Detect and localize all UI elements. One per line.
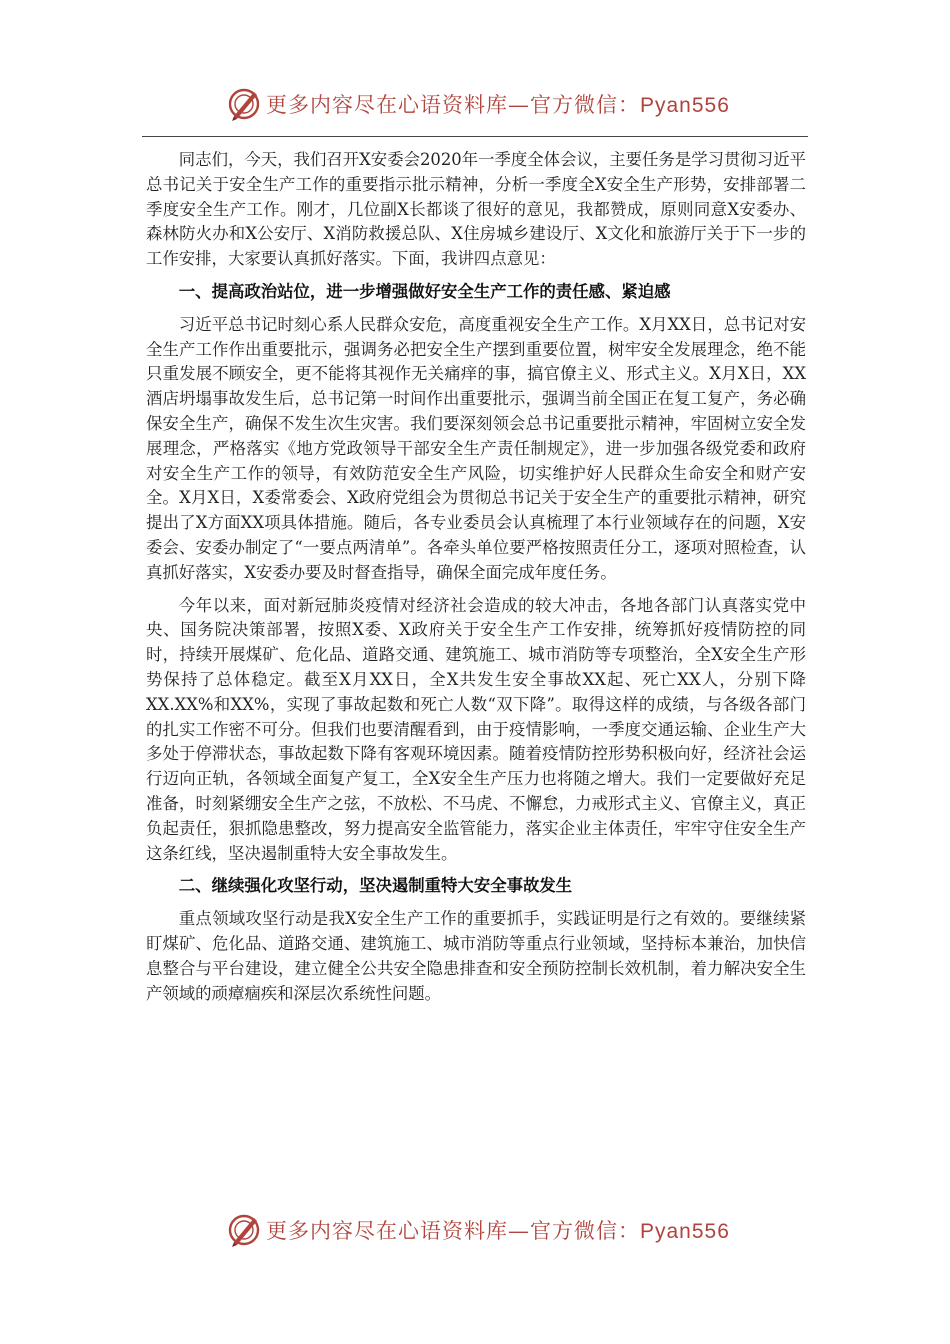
watermark-header [226, 84, 730, 124]
watermark-wechat-id: Pyan556 [640, 94, 730, 117]
header-rule [142, 136, 808, 137]
watermark-wechat-id: Pyan556 [640, 1220, 730, 1243]
section-heading-1: 一、提高政治站位，进一步增强做好安全生产工作的责任感、紧迫感 [178, 281, 671, 301]
document-body [146, 148, 806, 1006]
paragraph-section1-b: 今年以来，面对新冠肺炎疫情对经济社会造成的较大冲击，各地各部门认真落实党中央、国务院决策部署，按照X委、X政府关于安全生产工作安排，统筹抓好疫情防控的同时，持续开展煤矿、危化品、道路交通、建筑施工、城市消防等专项整治，全X安全生产形势保持了总体稳定。截至X月XX日，全X共发生安全事故XX起、死亡XX人，分别下降XX.XX%和XX%，实现了事故起数和死亡人数“双下降”。取得这样的成绩，与各级各部门的扎实工作密不可分。但我们也要清醒看到，由于疫情影响，一季度交通运输、企业生产大多处于停滞状态，事故起数下降有客观环境因素。随着疫情防控形势积极向好，经济社会运行迈向正轨，各领域全面复产复工，全X安全生产压力也将随之增大。我们一定要做好充足准备，时刻紧绷安全生产之弦，不放松、不马虎、不懈怠，力戒形式主义、官僚主义，真正负起责任，狠抓隐患整改，努力提高安全监管能力，落实企业主体责任，牢牢守住安全生产这条红线，坚决遏制重特大安全事故发生。 [146, 595, 806, 863]
pen-seal-icon [226, 1212, 262, 1248]
watermark-footer [226, 1210, 730, 1250]
watermark-text: 更多内容尽在心语资料库—官方微信： [266, 93, 640, 117]
pen-seal-icon [226, 86, 262, 122]
watermark-text: 更多内容尽在心语资料库—官方微信： [266, 1219, 640, 1243]
paragraph-section2-a: 重点领域攻坚行动是我X安全生产工作的重要抓手，实践证明是行之有效的。要继续紧盯煤矿、危化品、道路交通、建筑施工、城市消防等重点行业领域，坚持标本兼治，加快信息整合与平台建设，建立健全公共安全隐患排查和安全预防控制长效机制，着力解决安全生产领域的顽瘴痼疾和深层次系统性问题。 [146, 909, 806, 1003]
paragraph-section1-a: 习近平总书记时刻心系人民群众安危，高度重视安全生产工作。X月XX日，总书记对安全生产工作作出重要批示，强调务必把安全生产摆到重要位置，树牢安全发展理念，绝不能只重发展不顾安全，更不能将其视作无关痛痒的事，搞官僚主义、形式主义。X月X日，XX酒店坍塌事故发生后，总书记第一时间作出重要批示，强调当前全国正在复工复产，务必确保安全生产，确保不发生次生灾害。我们要深刻领会总书记重要批示精神，牢固树立安全发展理念，严格落实《地方党政领导干部安全生产责任制规定》，进一步加强各级党委和政府对安全生产工作的领导，有效防范安全生产风险，切实维护好人民群众生命安全和财产安全。X月X日，X委常委会、X政府党组会为贯彻总书记关于安全生产的重要批示精神，研究提出了X方面XX项具体措施。随后，各专业委员会认真梳理了本行业领域存在的问题，X安委会、安委办制定了“一要点两清单”。各牵头单位要严格按照责任分工，逐项对照检查，认真抓好落实，X安委办要及时督查指导，确保全面完成年度任务。 [146, 314, 806, 582]
paragraph-intro: 同志们，今天，我们召开X安委会2020年一季度全体会议，主要任务是学习贯彻习近平总书记关于安全生产工作的重要指示批示精神，分析一季度全X安全生产形势，安排部署二季度安全生产工作。刚才，几位副X长都谈了很好的意见，我都赞成，原则同意X安委办、森林防火办和X公安厅、X消防救援总队、X住房城乡建设厅、X文化和旅游厅关于下一步的工作安排，大家要认真抓好落实。下面，我讲四点意见： [146, 150, 806, 269]
section-heading-2: 二、继续强化攻坚行动，坚决遏制重特大安全事故发生 [178, 876, 573, 896]
